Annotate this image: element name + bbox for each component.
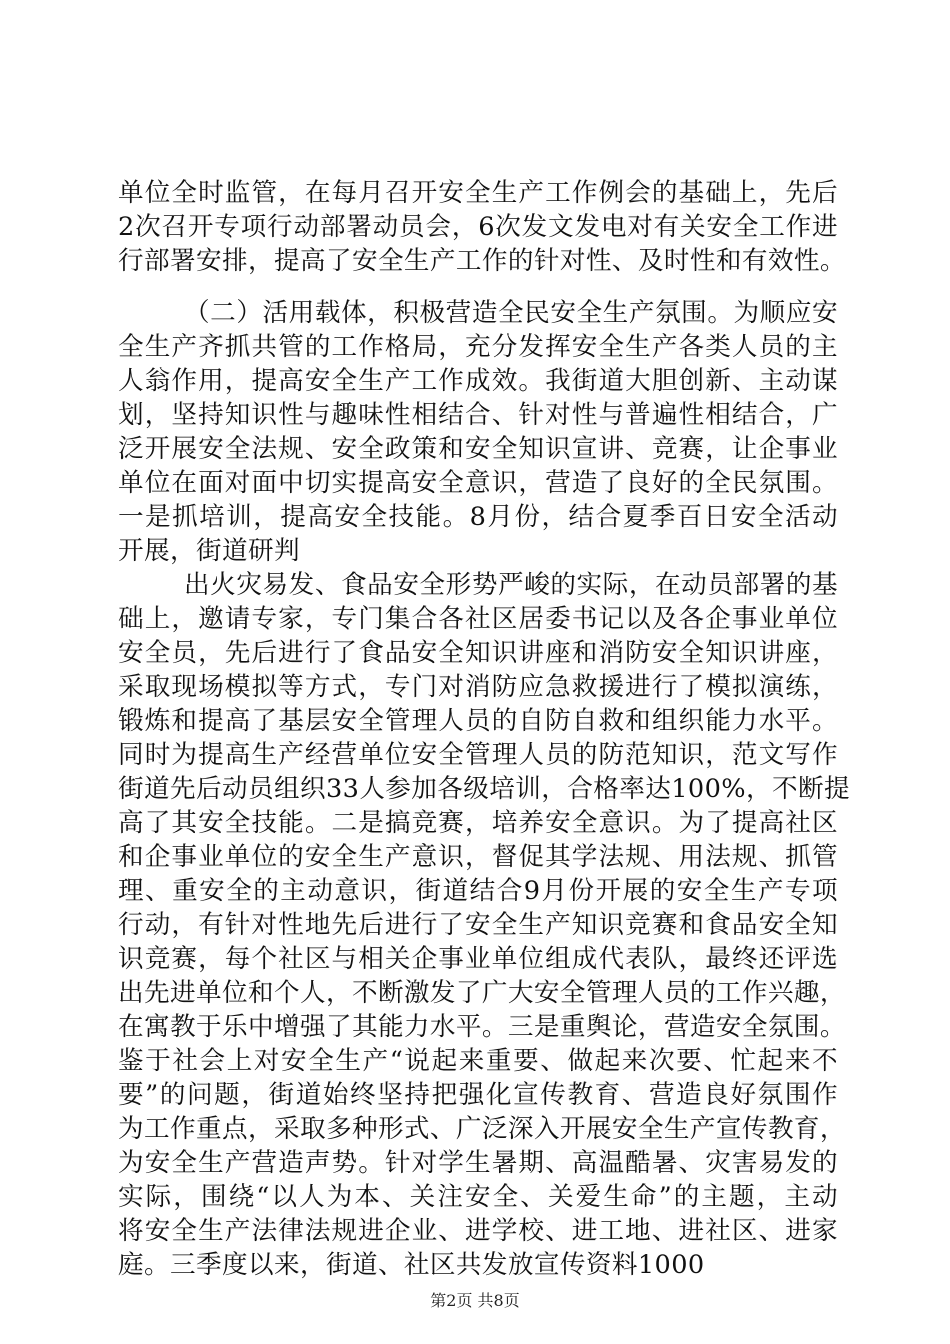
text-line: 泛开展安全法规、安全政策和安全知识宣讲、竞赛，让企事业: [118, 434, 838, 464]
text-line: 在寓教于乐中增强了其能力水平。三是重舆论，营造安全氛围。: [118, 1012, 846, 1042]
text-line: 识竞赛，每个社区与相关企事业单位组成代表队，最终还评选: [118, 944, 838, 974]
text-line: 采取现场模拟等方式，专门对消防应急救援进行了模拟演练，: [118, 672, 838, 702]
text-line: 同时为提高生产经营单位安全管理人员的防范知识，范文写作: [118, 740, 838, 770]
text-line: 和企事业单位的安全生产意识，督促其学法规、用法规、抓管: [118, 842, 838, 872]
text-line: 为安全生产营造声势。针对学生暑期、高温酷暑、灾害易发的: [118, 1148, 838, 1178]
text-line: 行部署安排，提高了安全生产工作的针对性、及时性和有效性。: [118, 246, 846, 276]
text-line: 人翁作用，提高安全生产工作成效。我街道大胆创新、主动谋: [118, 366, 838, 396]
text-line: 全生产齐抓共管的工作格局，充分发挥安全生产各类人员的主: [118, 332, 838, 362]
text-line: 2次召开专项行动部署动员会，6次发文发电对有关安全工作进: [118, 212, 838, 242]
text-line: 为工作重点，采取多种形式、广泛深入开展安全生产宣传教育，: [118, 1114, 846, 1144]
text-line: 单位全时监管，在每月召开安全生产工作例会的基础上，先后: [118, 178, 838, 208]
text-line: 划，坚持知识性与趣味性相结合、针对性与普遍性相结合，广: [118, 400, 838, 430]
text-line: 锻炼和提高了基层安全管理人员的自防自救和组织能力水平。: [118, 706, 838, 736]
text-line: 高了其安全技能。二是搞竞赛，培养安全意识。为了提高社区: [118, 808, 838, 838]
text-line: 庭。三季度以来，街道、社区共发放宣传资料1000: [118, 1250, 705, 1280]
text-line: 理、重安全的主动意识，街道结合9月份开展的安全生产专项: [118, 876, 838, 906]
text-line: 要”的问题，街道始终坚持把强化宣传教育、营造良好氛围作: [118, 1080, 838, 1110]
text-line: 础上，邀请专家，专门集合各社区居委书记以及各企事业单位: [118, 604, 838, 634]
text-line: 出先进单位和个人，不断激发了广大安全管理人员的工作兴趣，: [118, 978, 846, 1008]
paragraph-start-line: 出火灾易发、食品安全形势严峻的实际，在动员部署的基: [184, 570, 838, 600]
text-line: 开展，街道研判: [118, 536, 300, 566]
text-line: 一是抓培训，提高安全技能。8月份，结合夏季百日安全活动: [118, 502, 838, 532]
text-line: 单位在面对面中切实提高安全意识，营造了良好的全民氛围。: [118, 468, 838, 498]
text-line: 鉴于社会上对安全生产“说起来重要、做起来次要、忙起来不: [118, 1046, 838, 1076]
text-line: 街道先后动员组织33人参加各级培训，合格率达100%，不断提: [118, 774, 850, 804]
paragraph-start-line: （二）活用载体，积极营造全民安全生产氛围。为顺应安: [184, 298, 838, 328]
page-footer: 第2页 共8页: [430, 1291, 520, 1310]
text-line: 实际，围绕“以人为本、关注安全、关爱生命”的主题，主动: [118, 1182, 838, 1212]
text-line: 行动，有针对性地先后进行了安全生产知识竞赛和食品安全知: [118, 910, 838, 940]
text-line: 将安全生产法律法规进企业、进学校、进工地、进社区、进家: [118, 1216, 838, 1246]
text-line: 安全员，先后进行了食品安全知识讲座和消防安全知识讲座，: [118, 638, 838, 668]
